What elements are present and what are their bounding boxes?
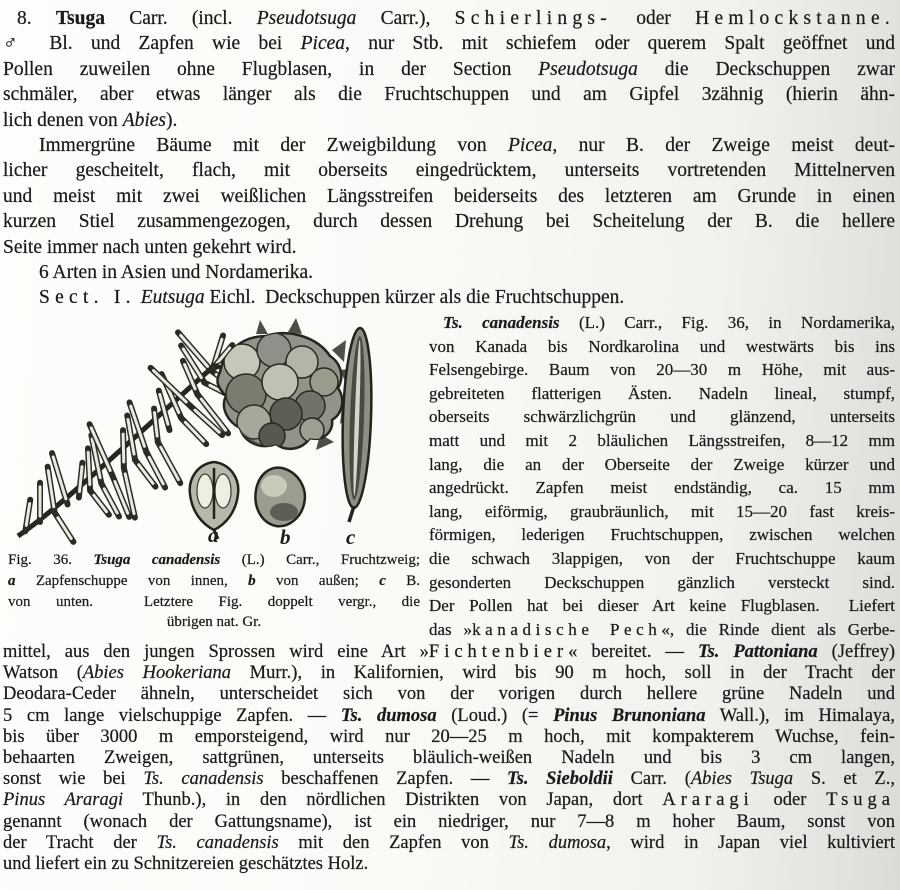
figure-label-a: a — [208, 523, 219, 547]
text-segment: (L.) Carr., Fig. 36, in Nordamerika, — [559, 313, 895, 332]
text-line — [3, 769, 895, 790]
text-segment: Tsuga — [826, 790, 895, 811]
text-line — [3, 706, 895, 727]
text-segment: Ts. canadensis — [143, 769, 264, 790]
text-segment: Tsuga — [55, 8, 105, 29]
text-segment: und liefert ein zu Schnitzereien geschätztes Holz. — [3, 854, 369, 875]
text-segment: Pinus Brunoniana — [553, 705, 706, 726]
text-segment: matt und mit 2 bläulichen Längsstreifen, 8—12 mm — [429, 430, 895, 450]
text-segment: , wird in Japan viel kultiviert — [606, 832, 895, 853]
text-segment: Carr.), — [356, 8, 455, 29]
text-line — [429, 311, 895, 335]
text-segment: (L.) Carr., Fruchtzweig; — [220, 552, 421, 568]
cone-scale-tip — [256, 320, 268, 334]
text-line — [429, 335, 895, 359]
text-segment: das » — [429, 619, 473, 639]
text-segment: Thunb.), in den nördlichen Distrikten von Japan, dort — [123, 790, 663, 811]
text-segment: Pinus Araragi — [3, 790, 124, 811]
text-line — [8, 550, 420, 571]
text-line — [429, 358, 895, 382]
text-segment: von außen; — [255, 572, 380, 589]
text-line — [8, 612, 420, 633]
text-line — [429, 547, 895, 571]
text-line — [429, 523, 895, 547]
text-segment: lang, eiförmig, graubräunlich, mit 15—20 fast kreis- — [429, 501, 895, 521]
text-segment: Pseudotsuga — [256, 8, 357, 29]
text-segment: Pseudotsuga — [538, 58, 638, 80]
text-line — [3, 727, 895, 748]
text-line — [8, 571, 420, 592]
text-line — [3, 133, 895, 158]
text-segment: « bereitet. — — [568, 642, 698, 662]
text-segment: genannt (wonach der Gattungsname), ist ein niedriger, nur 7—8 m hoher Baum, sonst von — [3, 811, 895, 832]
figure-label-c: c — [346, 525, 356, 548]
text-segment: Ts. Sieboldii — [507, 769, 613, 790]
text-line — [8, 592, 420, 613]
botanical-drawing — [2, 310, 427, 548]
text-segment: oder — [612, 8, 696, 29]
text-segment: Tsuga canadensis — [93, 552, 221, 568]
text-segment: 5 cm lange vielschuppige Zapfen. — — [3, 705, 341, 726]
text-segment: Ts. Pattoniana — [697, 642, 818, 662]
text-segment: Der Pollen hat bei dieser Art keine Flugblasen. Liefert — [429, 596, 895, 616]
text-segment: Murr.), in Kalifornien, wird bis 90 m hoch, soll in der Tracht der — [231, 663, 895, 684]
text-segment: lich denen von — [3, 109, 123, 131]
text-segment: Pollen zuweilen ohne Flugblasen, in der Section — [3, 58, 539, 80]
text-segment: Carr. (incl. — [105, 8, 257, 29]
cone-scale-tip — [288, 318, 302, 334]
text-segment: förmigen, lederigen Fruchtschuppen, zwischen welchen — [429, 525, 895, 545]
text-segment: Sect. I. — [39, 287, 136, 309]
text-line — [429, 571, 895, 595]
text-line — [429, 618, 895, 642]
text-segment: Picea — [300, 33, 346, 55]
text-line — [3, 108, 895, 133]
text-segment: von Kanada bis Nordkarolina und westwärts bis ins — [429, 336, 895, 356]
text-line — [3, 285, 895, 310]
text-segment: «, die Rinde dient als Gerbe- — [661, 619, 895, 639]
figure-label-b: b — [280, 525, 291, 548]
text-segment: von unten. Letztere Fig. doppelt vergr., die — [8, 593, 420, 610]
text-segment: S. et Z., — [793, 769, 895, 790]
text-segment: a — [8, 572, 16, 589]
text-segment: Ts. canadensis — [443, 313, 560, 332]
text-segment: Deodara-Ceder ähneln, unterscheidet sich von der vorigen durch hellere grüne Nadeln und — [3, 684, 895, 705]
text-segment: licher gescheitelt, flach, mit oberseits eingedrücktem, unterseits vortretenden Mittelnerven — [3, 160, 895, 182]
text-segment: Abies — [122, 109, 167, 131]
text-line — [3, 833, 895, 854]
text-segment: schmäler, aber etwas länger als die Fruchtschuppen und am Gipfel 3zähnig (hierin ähn- — [3, 84, 895, 106]
text-segment: kurzen Stiel zusammengezogen, durch dessen Drehung bei Scheitelung der B. die hellere — [3, 211, 895, 233]
text-segment: Abies Hookeriana — [82, 663, 231, 684]
text-segment: mittel, aus den jungen Sprossen wird eine Art » — [3, 642, 429, 662]
text-line — [3, 854, 895, 875]
text-line — [429, 500, 895, 524]
text-line — [3, 31, 895, 56]
text-segment: (Jeffrey) — [817, 642, 896, 662]
text-segment: Hemlockstanne. — [695, 8, 896, 29]
text-segment: Zapfenschuppe von innen, — [15, 572, 249, 589]
text-segment: 6 Arten in Asien und Nordamerika. — [39, 262, 314, 284]
text-segment: kanadische Pech — [472, 619, 662, 639]
text-segment: , nur B. der Zweige meist deut- — [552, 135, 896, 157]
text-line — [429, 405, 895, 429]
cone — [218, 318, 358, 460]
text-segment: Ts. dumosa — [508, 832, 607, 853]
text-segment: Carr. ( — [612, 769, 691, 790]
text-line — [3, 184, 895, 209]
text-segment: Ts. canadensis — [156, 832, 279, 853]
text-line — [3, 684, 895, 705]
text-segment: ♂ Bl. und Zapfen wie bei — [3, 33, 301, 55]
text-segment: Fichtenbier — [428, 642, 569, 662]
text-segment: oder — [753, 790, 827, 811]
cone-scale-b-outer — [255, 468, 304, 527]
figure-caption — [8, 550, 420, 633]
text-segment: Watson ( — [3, 663, 83, 684]
text-segment: übrigen nat. Gr. — [166, 614, 262, 631]
text-segment: lang, die an der Oberseite der Zweige kürzer und — [429, 454, 895, 474]
text-segment: die Deckschuppen zwar — [637, 58, 895, 80]
text-segment: Wall.), im Himalaya, — [705, 705, 895, 726]
text-segment: , nur Stb. mit schiefem oder querem Spalt geöffnet und — [345, 33, 895, 55]
text-line — [3, 790, 895, 811]
text-segment: beschaffenen Zapfen. — — [263, 769, 508, 790]
text-segment: gebreiteten flatterigen Ästen. Nadeln lineal, stumpf, — [429, 383, 895, 403]
text-segment: Eichl. Deckschuppen kürzer als die Fruchtschuppen. — [204, 287, 625, 309]
text-segment: Picea — [508, 135, 553, 157]
text-segment: sonst wie bei — [3, 769, 144, 790]
text-segment: mit den Zapfen von — [278, 832, 509, 853]
genus-description-text — [3, 6, 895, 311]
text-line — [429, 382, 895, 406]
text-line — [3, 6, 895, 31]
text-line — [429, 429, 895, 453]
text-segment: (Loud.) (= — [436, 705, 554, 726]
species-small-print — [3, 642, 895, 875]
text-line — [3, 57, 895, 82]
text-segment: Ts. dumosa — [340, 705, 437, 726]
text-segment: c — [379, 572, 386, 589]
text-segment: Immergrüne Bäume mit der Zweigbildung von — [39, 135, 508, 157]
text-segment: bis über 3000 m emporsteigend, wird nur 20—25 m hoch, mit kompakterem Wuchse, fein- — [3, 726, 895, 747]
text-segment: Fig. 36. — [8, 552, 94, 568]
text-line — [3, 642, 895, 663]
text-line — [3, 260, 895, 285]
text-segment: Felsengebirge. Baum von 20—30 m Höhe, mit aus- — [429, 360, 895, 380]
text-segment: Eutsuga — [140, 287, 205, 309]
text-segment: oberseits schwärzlichgrün und glänzend, unterseits — [429, 407, 895, 427]
text-segment: und meist mit zwei weißlichen Längsstreifen beiderseits des letzteren am Grunde in einen — [3, 185, 895, 207]
text-line — [3, 82, 895, 107]
text-line — [3, 158, 895, 183]
text-line — [429, 476, 895, 500]
text-segment: B. — [385, 572, 420, 589]
text-line — [3, 812, 895, 833]
text-segment: angedrückt. Zapfen meist endständig, ca. 15 mm — [429, 478, 895, 498]
text-segment: Araragi — [662, 790, 754, 811]
text-segment: die schwach 3lappigen, von der Fruchtschuppe kaum — [429, 548, 895, 568]
text-line — [3, 209, 895, 234]
text-segment: der Tracht der — [3, 832, 157, 853]
species-canadensis-column — [429, 311, 895, 641]
text-segment: Schierlings- — [454, 8, 613, 29]
text-segment: 8. — [17, 8, 56, 29]
text-segment: gesonderten Deckschuppen gänzlich versteckt sind. — [429, 572, 895, 592]
text-line — [3, 748, 895, 769]
text-line — [429, 453, 895, 477]
figure-36-illustration — [2, 310, 427, 548]
text-segment: Seite immer nach unten gekehrt wird. — [3, 236, 297, 258]
leaf-c-underside — [340, 328, 374, 522]
text-segment: b — [248, 572, 256, 589]
text-line — [3, 663, 895, 684]
text-segment: behaarten Zweigen, sattgrünen, unterseits bläulich-weißen Nadeln und bis 3 cm langen, — [3, 748, 895, 769]
text-segment: Abies Tsuga — [690, 769, 794, 790]
text-segment: ). — [166, 109, 178, 131]
text-line — [3, 235, 895, 260]
text-line — [429, 594, 895, 618]
